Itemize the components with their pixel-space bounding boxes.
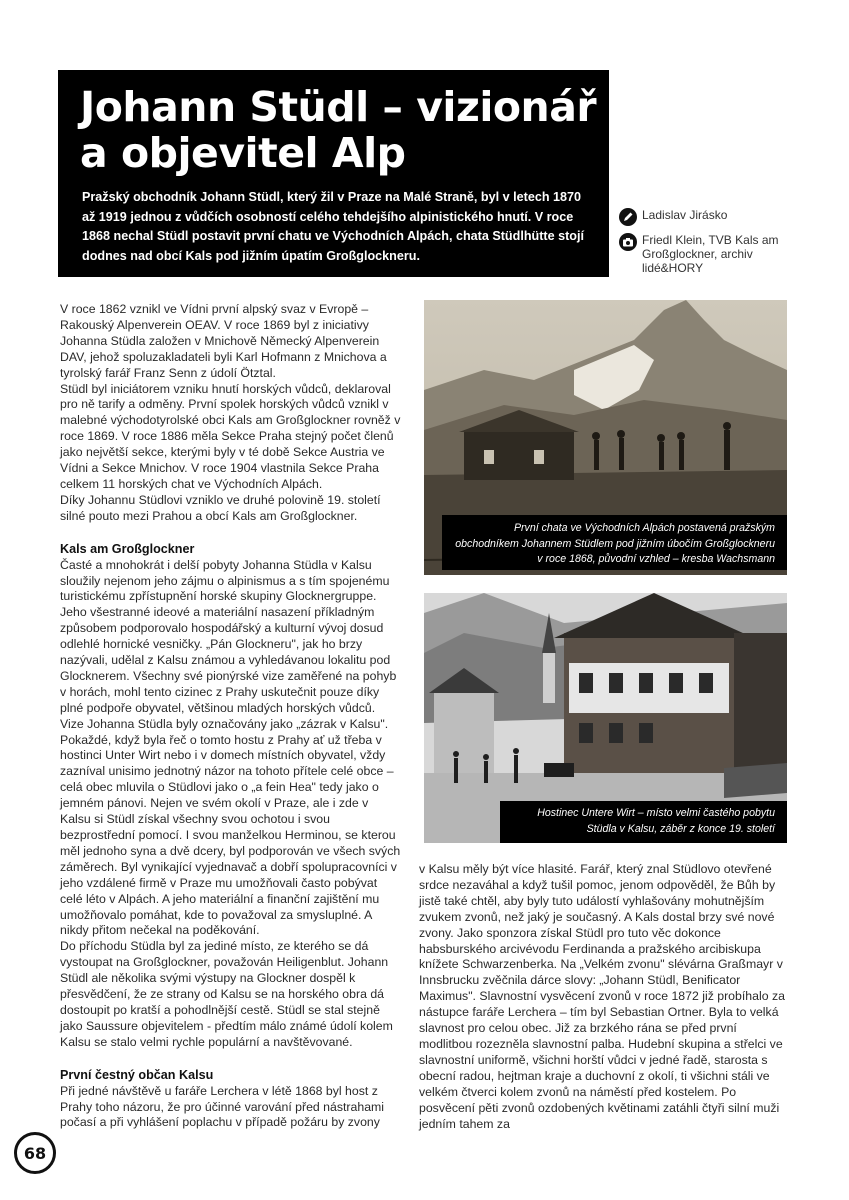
- caption-text: První chata ve Východních Alpách postavená pražským obchodníkem Johannem Stüdlem pod jižním úbočím Großglockneru v roce 1868, původní vzhled – kresba Wachsmann: [455, 522, 775, 565]
- photo-credit-text: Friedl Klein, TVB Kals am Großglockner, archiv lidé&HORY: [642, 233, 779, 275]
- photo-credit: [619, 233, 779, 275]
- paragraph: Díky Johannu Stüdlovi vzniklo ve druhé polovině 19. století silné pouto mezi Prahou a obcí Kals am Großglockner.: [60, 492, 381, 523]
- section-heading: Kals am Großglockner: [60, 541, 195, 556]
- paragraph: Časté a mnohokrát i delší pobyty Johanna Stüdla v Kalsu sloužily nejenom jeho zájmu o alpinismus a s tím spojenému turistickému zpřístupnění horské skupiny Glocknergruppe. Jeho všestranné ideové a materiální nasazení příkladným způsobem podporovalo hospodářský a kulturní vývoj dosud odlehlé hornické vesničky. „Pán Glockneru", jak ho brzy nazývali, udělal z Kalsu známou a vyhledávanou lokalitu pod Glocknerem. Všechny své pionýrské vize zaměřené na pohyb v horách, mohl tento cizinec z Prahy uskutečnit pouze díky plné podpoře obyvatel, většinou mladých horských vůdců.: [60, 557, 397, 715]
- left-column: [60, 302, 402, 1131]
- paragraph: V roce 1862 vznikl ve Vídni první alpský svaz v Evropě – Rakouský Alpenverein OEAV. V roce 1869 byl z iniciativy Johanna Stüdla založen v Mnichově Německý Alpenverein DAV, jehož spoluzakladateli byli Karl Hofmann z Mnichova a tyrolský farář Franz Senn z údolí Ötztal.: [60, 302, 387, 380]
- author-name: Ladislav Jirásko: [642, 208, 728, 222]
- pen-icon: [619, 208, 637, 226]
- title-line-2: a objevitel Alp: [80, 129, 406, 177]
- credits: [619, 208, 779, 282]
- article-lead: Pražský obchodník Johann Stüdl, který žil v Praze na Malé Straně, byl v letech 1870 až 1919 jednou z vůdčích osobností celého tehdejšího alpinistického hnutí. V roce 1868 nechal Stüdl postavit první chatu ve Východních Alpách, chata Stüdlhütte stojí dodnes nad obcí Kals pod jižním úpatím Großglockneru.: [82, 190, 584, 263]
- figure-caption: [500, 801, 787, 843]
- paragraph: Při jedné návštěvě u faráře Lerchera v létě 1868 byl host z Prahy toho názoru, že pro účinné varování před nástrahami počasí a při vyhlášení poplachu v případě požáru by zvony: [60, 1083, 385, 1130]
- paragraph: Vize Johanna Stüdla byly označovány jako „zázrak v Kalsu". Pokaždé, když byla řeč o tomto hostu z Prahy ať už třeba v hostinci Unter Wirt nebo i v domech místních obyvatel, vždy zazníval unisimo jednotný názor na tohoto přítele celé obce – celá obec mluvila o Stüdlovi jako o „a fein Hea" tedy jako o jemném pánovi. Nejen ve svém okolí v Praze, ale i zde v Kalsu si Stüdl získal všechny svou ochotou i svou bezprostřední pomocí. I svou manželkou Herminou, se kterou měl jednoho syna a dvě dcery, byl podporován ve všech svých záměrech. Byl vynikající vyjednavač a dobří spolupracovníci v jeho vzdálené firmě v Praze mu umožňovali často pobývat celé léto v Alpách. A jeho materiální a finanční zajištění mu umožňovalo pomáhat, kde to považoval za smysluplné. A nikdy přitom nečekal na poděkování.: [60, 716, 401, 938]
- camera-icon: [619, 233, 637, 251]
- title-block: [58, 70, 609, 277]
- paragraph: Do příchodu Stüdla byl za jediné místo, ze kterého se dá vystoupat na Großglockner, považován Heiligenblut. Johann Stüdl ale několika svými výstupy na Glockner dospěl k přesvědčení, že ze strany od Kalsu se na horského obra dá dostoupit po kratší a pohodlnější cestě. Stüdl se stal stejně jako Saussure objevitelem - předtím málo známé údolí kolem Kalsu se stalo velmi rychle populární a navštěvované.: [60, 939, 393, 1049]
- article-title: [80, 84, 596, 176]
- paragraph: Stüdl byl iniciátorem vzniku hnutí horských vůdců, deklaroval pro ně tarify a odměny. První spolek horských vůdců vznikl v malebné východotyrolské obci Kals am Großglockner rovněž v roce 1869. V roce 1886 měla Sekce Praha stejný počet členů jako největší sekce, kterými byly v té době Sekce Austria ve Vídni a Sekce Mnichov. V roce 1904 vlastnila Sekce Praha celkem 11 horských chat ve Východních Alpách.: [60, 381, 401, 491]
- author-credit: [619, 208, 779, 226]
- figure-caption: [442, 515, 787, 570]
- right-column: [419, 862, 787, 1132]
- caption-text: Hostinec Untere Wirt – místo velmi častého pobytu Stüdla v Kalsu, záběr z konce 19. století: [537, 807, 775, 835]
- section-heading: První čestný občan Kalsu: [60, 1067, 214, 1082]
- title-line-1: Johann Stüdl – vizionář: [80, 83, 597, 131]
- page-number: 68: [14, 1132, 56, 1174]
- paragraph: v Kalsu měly být více hlasité. Farář, který znal Stüdlovo otevřené srdce nezaváhal a když tušil pomoc, jenom odpověděl, že Bůh by jistě také chtěl, aby byly tuto událostí vyhlašovány mohutnějším zvukem zvonů, než jaký je současný. A Kals dostal brzy své nové zvony. Jako sponzora získal Stüdl pro tuto věc dokonce habsburského arcivévodu Ferdinanda a pražského arcibiskupa knížete Schwarzenberka. Na „Velkém zvonu" slévárna Graßmayr v Innsbrucku zvěčnila dárce slovy: „Johann Stüdl, Benificator Maximus". Slavnostní vysvěcení zvonů v roce 1872 již probíhalo za nástupce faráře Lerchera – tím byl Sebastian Ortner. Byla to velká slavnost pro celou obec. Již za brzkého rána se před první modlitbou rozezněla slavnostní palba. Hudební skupina a střelci ve slavnostní uniformě, všichni horští vůdci v jedné řadě, starosta s obecní radou, hejtman kraje a duchovní z okolí, ti všichni stáli ve velkém čtverci kolem zvonů na náměstí před kostelem. Po posvěcení pěti zvonů ozdobených květinami zatáhli čtyři silní muži jedním tahem za: [419, 862, 785, 1131]
